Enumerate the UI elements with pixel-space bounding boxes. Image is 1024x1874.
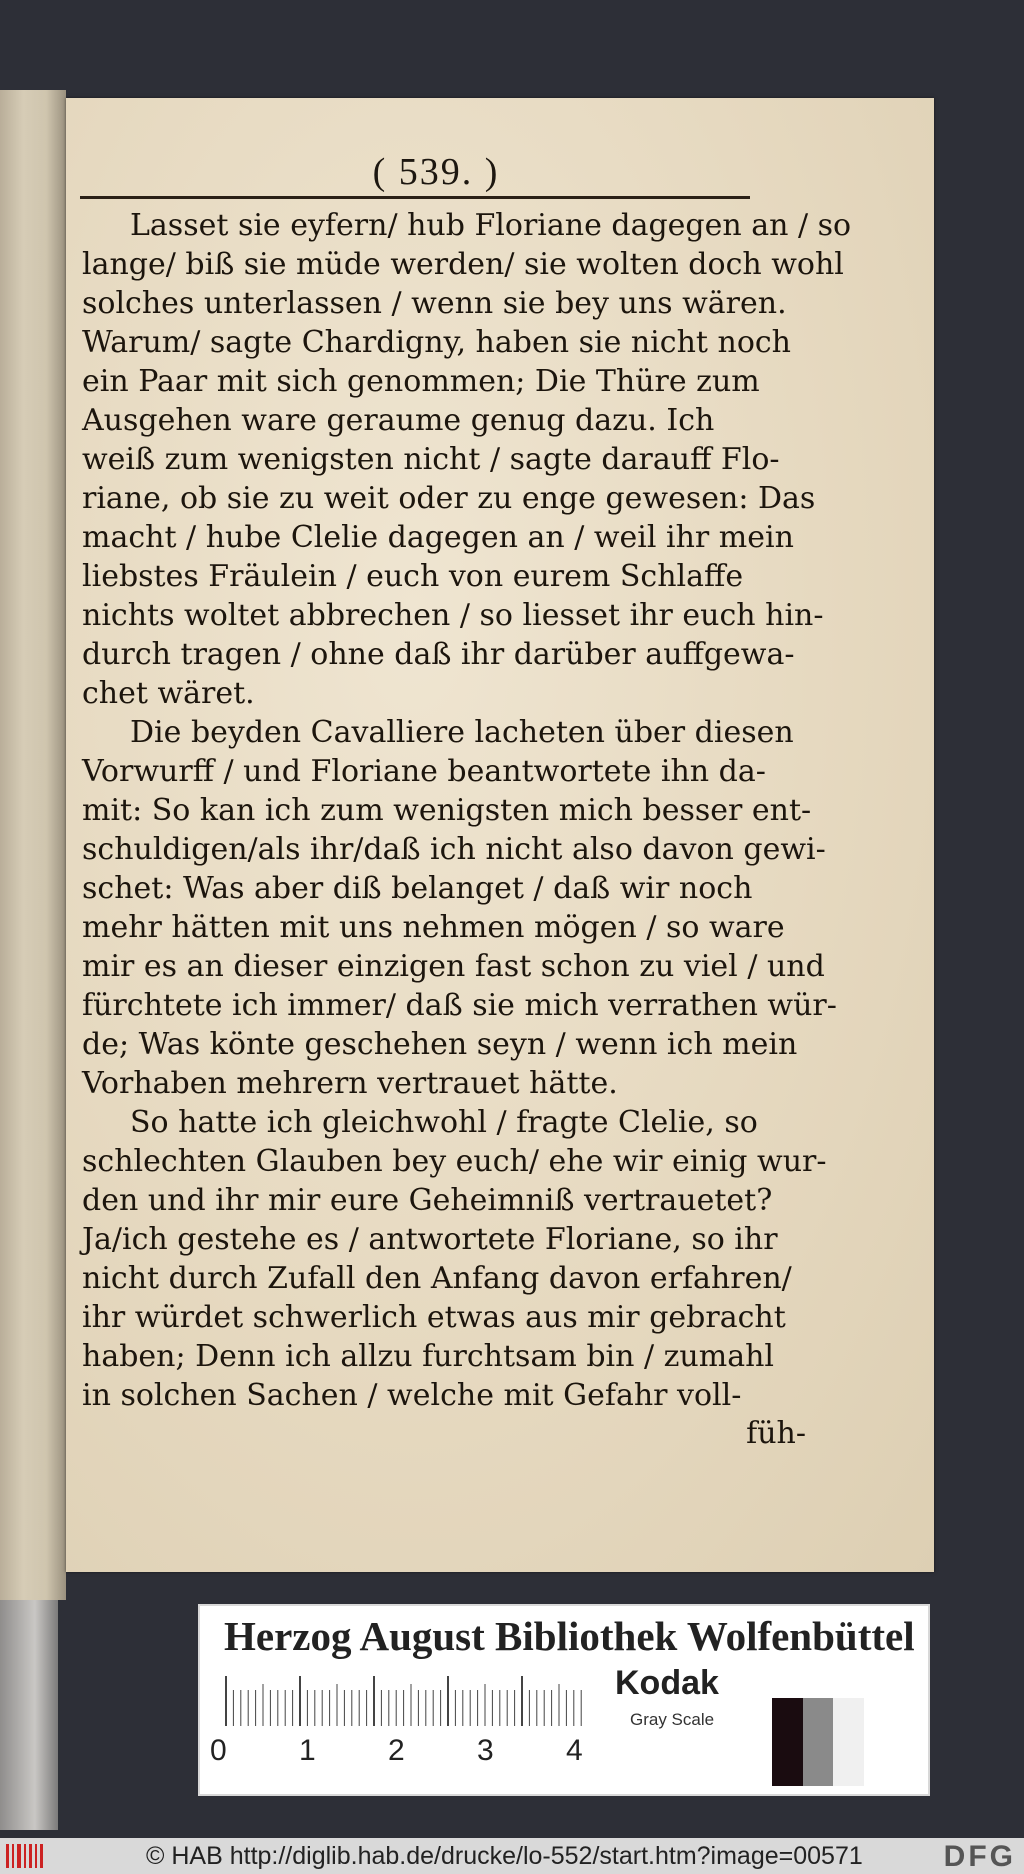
text-line: fürchtete ich immer/ daß sie mich verrathen wür- — [82, 988, 837, 1023]
text-line: mehr hätten mit uns nehmen mögen / so ware — [82, 910, 785, 945]
gray-swatch — [772, 1698, 803, 1786]
text-line: macht / hube Clelie dagegen an / weil ihr mein — [82, 520, 794, 555]
text-line: de; Was könte geschehen seyn / wenn ich mein — [82, 1027, 798, 1062]
gray-swatch — [803, 1698, 834, 1786]
text-line: schet: Was aber diß belanget / daß wir noch — [82, 871, 753, 906]
ruler-number: 4 — [566, 1734, 583, 1767]
text-line: durch tragen / ohne daß ihr darüber auffgewa- — [82, 637, 795, 672]
text-line: Ja/ich gestehe es / antwortete Floriane, so ihr — [82, 1222, 778, 1257]
text-line: Lasset sie eyfern/ hub Floriane dagegen an / so — [130, 208, 852, 243]
color-target-card — [198, 1604, 930, 1796]
ruler-scale — [222, 1674, 582, 1728]
text-line: schuldigen/als ihr/daß ich nicht also davon gewi- — [82, 832, 826, 867]
text-line: lange/ biß sie müde werden/ sie wolten doch wohl — [82, 247, 844, 282]
text-line: Vorhaben mehrern vertrauet hätte. — [82, 1066, 618, 1101]
book-page — [66, 98, 934, 1572]
page-number: ( 539. ) — [372, 151, 500, 193]
text-line: chet wäret. — [82, 676, 255, 711]
text-line: liebstes Fräulein / euch von eurem Schlaffe — [82, 559, 744, 594]
ruler-number: 1 — [299, 1734, 316, 1767]
ruler-number: 3 — [477, 1734, 494, 1767]
text-line: ihr würdet schwerlich etwas aus mir gebracht — [82, 1300, 786, 1335]
text-line: So hatte ich gleichwohl / fragte Clelie, so — [130, 1105, 758, 1140]
gray-swatch — [833, 1698, 864, 1786]
ruler-number: 0 — [210, 1734, 227, 1767]
barcode-icon — [4, 1842, 46, 1870]
text-line: den und ihr mir eure Geheimniß vertrauetet? — [82, 1183, 773, 1218]
text-line: nichts woltet abbrechen / so liesset ihr euch hin- — [82, 598, 824, 633]
header-rule — [80, 196, 750, 199]
text-line: Warum/ sagte Chardigny, haben sie nicht noch — [82, 325, 791, 360]
kodak-logo: Kodak — [615, 1664, 719, 1702]
gray-scale-label: Gray Scale — [630, 1710, 715, 1729]
footer-bar — [0, 1838, 1024, 1874]
gray-swatches — [772, 1698, 864, 1786]
footer-source-link[interactable]: © HAB http://diglib.hab.de/drucke/lo-552/start.htm?image=00571 — [146, 1842, 863, 1870]
text-line: nicht durch Zufall den Anfang davon erfahren/ — [82, 1261, 792, 1296]
text-line: schlechten Glauben bey euch/ ehe wir einig wur- — [82, 1144, 827, 1179]
ruler-numbers — [210, 1734, 590, 1770]
text-line: in solchen Sachen / welche mit Gefahr voll- — [82, 1378, 742, 1413]
text-line: riane, ob sie zu weit oder zu enge gewesen: Das — [82, 481, 816, 516]
text-line: Vorwurff / und Floriane beantwortete ihn da- — [82, 754, 766, 789]
catchword: füh- — [746, 1416, 806, 1451]
dfg-logo: DFG — [943, 1840, 1016, 1873]
book-edge — [0, 1600, 58, 1830]
text-line: weiß zum wenigsten nicht / sagte darauff Flo- — [82, 442, 780, 477]
ruler-number: 2 — [388, 1734, 405, 1767]
adjacent-page-edge — [0, 90, 66, 1600]
text-line: haben; Denn ich allzu furchtsam bin / zumahl — [82, 1339, 774, 1374]
text-line: solches unterlassen / wenn sie bey uns wären. — [82, 286, 787, 321]
text-line: mir es an dieser einzigen fast schon zu viel / und — [82, 949, 825, 984]
text-line: mit: So kan ich zum wenigsten mich besser ent- — [82, 793, 812, 828]
text-line: Die beyden Cavalliere lacheten über diesen — [130, 715, 794, 750]
page-text — [82, 206, 852, 1415]
text-line: ein Paar mit sich genommen; Die Thüre zum — [82, 364, 760, 399]
text-line: Ausgehen ware geraume genug dazu. Ich — [82, 403, 715, 438]
library-title: Herzog August Bibliothek Wolfenbüttel — [224, 1613, 915, 1659]
